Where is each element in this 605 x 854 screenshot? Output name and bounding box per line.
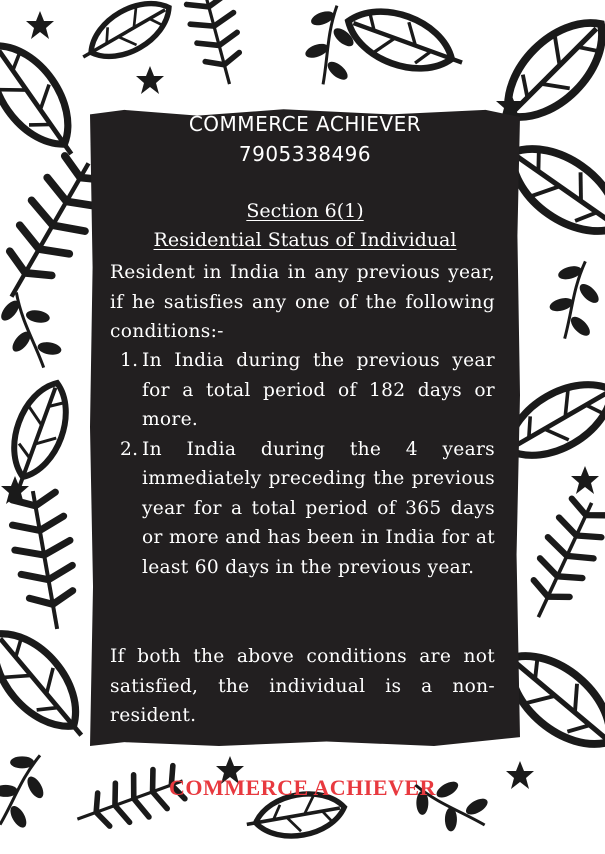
intro-paragraph: Resident in India in any previous year, if he satisfies any one of the following conditions:- (110, 262, 495, 342)
list-item-text: In India during the previous year for a total period of 182 days or more. (142, 350, 495, 430)
section-heading: Section 6(1) (246, 200, 364, 222)
phone-number: 7905338496 (238, 142, 372, 166)
list-item-text: In India during the 4 years immediately preceding the previous year for a total period of 365 days or more and has been in India for at least 60 days in the previous year. (142, 438, 495, 578)
conditions-list (110, 346, 495, 582)
conclusion-paragraph: If both the above conditions are not satisfied, the individual is a non-resident. (110, 646, 495, 726)
list-item-number: 1. (120, 350, 139, 371)
footer-brand: COMMERCE ACHIEVER (168, 775, 436, 800)
brand-name: COMMERCE ACHIEVER (188, 112, 422, 136)
page-title: Residential Status of Individual (153, 229, 457, 251)
list-item (110, 346, 495, 435)
list-item (110, 435, 495, 583)
list-item-number: 2. (120, 438, 139, 460)
